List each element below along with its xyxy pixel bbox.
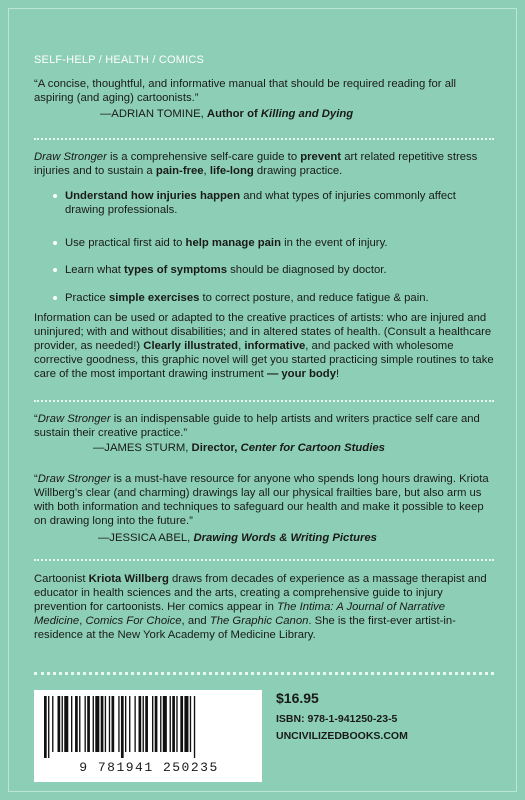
barcode bbox=[34, 690, 262, 782]
barcode-bar bbox=[87, 696, 90, 752]
barcode-bar bbox=[160, 696, 161, 752]
barcode-bar bbox=[109, 696, 110, 752]
barcode-bar bbox=[155, 696, 158, 752]
publisher-website: UNCIVILIZEDBOOKS.COM bbox=[276, 730, 408, 742]
barcode-bar bbox=[134, 696, 135, 752]
barcode-bar bbox=[180, 696, 183, 752]
barcode-bar bbox=[129, 696, 130, 752]
barcode-bar bbox=[93, 696, 94, 752]
barcode-bar bbox=[125, 696, 126, 752]
barcode-bar bbox=[184, 696, 188, 752]
barcode-bar bbox=[143, 696, 144, 752]
dotted-divider bbox=[34, 138, 494, 140]
barcode-bar bbox=[52, 696, 53, 752]
attribution-abel: —JESSICA ABEL, Drawing Words & Writing Pictures bbox=[98, 532, 377, 544]
bullet-item: Learn what types of symptoms should be diagnosed by doctor. bbox=[65, 263, 495, 277]
attribution-sturm: —JAMES STURM, Director, Center for Cartoon Studies bbox=[93, 442, 385, 454]
bullet-item: Understand how injuries happen and what types of injuries commonly affect drawing professionals. bbox=[65, 189, 495, 217]
barcode-bar bbox=[172, 696, 175, 752]
barcode-bar bbox=[170, 696, 171, 752]
barcode-bar bbox=[121, 696, 124, 758]
quote-tomine: “A concise, thoughtful, and informative manual that should be required reading for all aspiring (and aging) cartoonists.” bbox=[34, 78, 457, 104]
info-paragraph: Information can be used or adapted to the creative practices of artists: who are injured and uninjured; with and without disabilities; and in altered states of health. (Consult a healthcare provider, as needed!) Clearly illustrated, informative, and packed with wholesome corrective goodness, this graphic novel will get you started practicing simple routines to take care of the most important drawing instrument — your body! bbox=[34, 312, 494, 380]
barcode-bar bbox=[64, 696, 68, 752]
quote-sturm: “Draw Stronger is an indispensable guide to help artists and writers practice self care and sustain their creative practice.” bbox=[34, 413, 480, 439]
barcode-bars bbox=[40, 696, 256, 758]
barcode-number: 9 781941 250235 bbox=[79, 760, 219, 775]
barcode-bar bbox=[79, 696, 80, 752]
barcode-bar bbox=[75, 696, 78, 752]
barcode-bar bbox=[58, 696, 61, 752]
barcode-bar bbox=[152, 696, 153, 752]
price: $16.95 bbox=[276, 690, 319, 706]
dotted-divider bbox=[34, 559, 494, 561]
barcode-bar bbox=[71, 696, 72, 752]
attribution-tomine: —ADRIAN TOMINE, Author of Killing and Dying bbox=[100, 108, 354, 120]
barcode-bar bbox=[176, 696, 177, 752]
barcode-bar bbox=[95, 696, 99, 752]
dotted-divider-heavy bbox=[34, 672, 494, 675]
dotted-divider bbox=[34, 400, 494, 402]
barcode-bar bbox=[85, 696, 86, 752]
barcode-bar bbox=[139, 696, 142, 752]
quote-abel: “Draw Stronger is a must-have resource for anyone who spends long hours drawing. Kriota Willberg’s clear (and charming) drawings lay all our physical frailties bare, but also arm us with both information and techniques to safeguard our health and make it possible to keep on drawing long into the future.” bbox=[34, 473, 489, 527]
bullet-item: Use practical first aid to help manage pain in the event of injury. bbox=[65, 236, 495, 250]
barcode-bar bbox=[48, 696, 49, 758]
barcode-bar bbox=[190, 696, 191, 752]
barcode-bar bbox=[163, 696, 167, 752]
barcode-bar bbox=[105, 696, 106, 752]
bullet-item: Practice simple exercises to correct posture, and reduce fatigue & pain. bbox=[65, 291, 495, 305]
barcode-bar bbox=[118, 696, 119, 752]
barcode-bar bbox=[101, 696, 104, 752]
barcode-bar bbox=[145, 696, 148, 752]
intro-paragraph: Draw Stronger is a comprehensive self-care guide to prevent art related repetitive stress injuries and to sustain a pain-free, life-long drawing practice. bbox=[34, 151, 478, 177]
category-label: SELF-HELP / HEALTH / COMICS bbox=[34, 54, 205, 66]
barcode-bar bbox=[44, 696, 47, 758]
author-bio: Cartoonist Kriota Willberg draws from decades of experience as a massage therapist and educator in health sciences and the arts, creating a comprehensive guide to injury prevention for cartoonists. Her comics appear in The Intima: A Journal of Narrative Medicine, Comics For Choice, and The Graphic Canon. She is the first-ever artist-in-residence at the New York Academy of Medicine Library. bbox=[34, 573, 487, 641]
isbn: ISBN: 978-1-941250-23-5 bbox=[276, 713, 398, 725]
barcode-bar bbox=[194, 696, 195, 758]
barcode-bar bbox=[112, 696, 115, 752]
barcode-bar bbox=[62, 696, 63, 752]
